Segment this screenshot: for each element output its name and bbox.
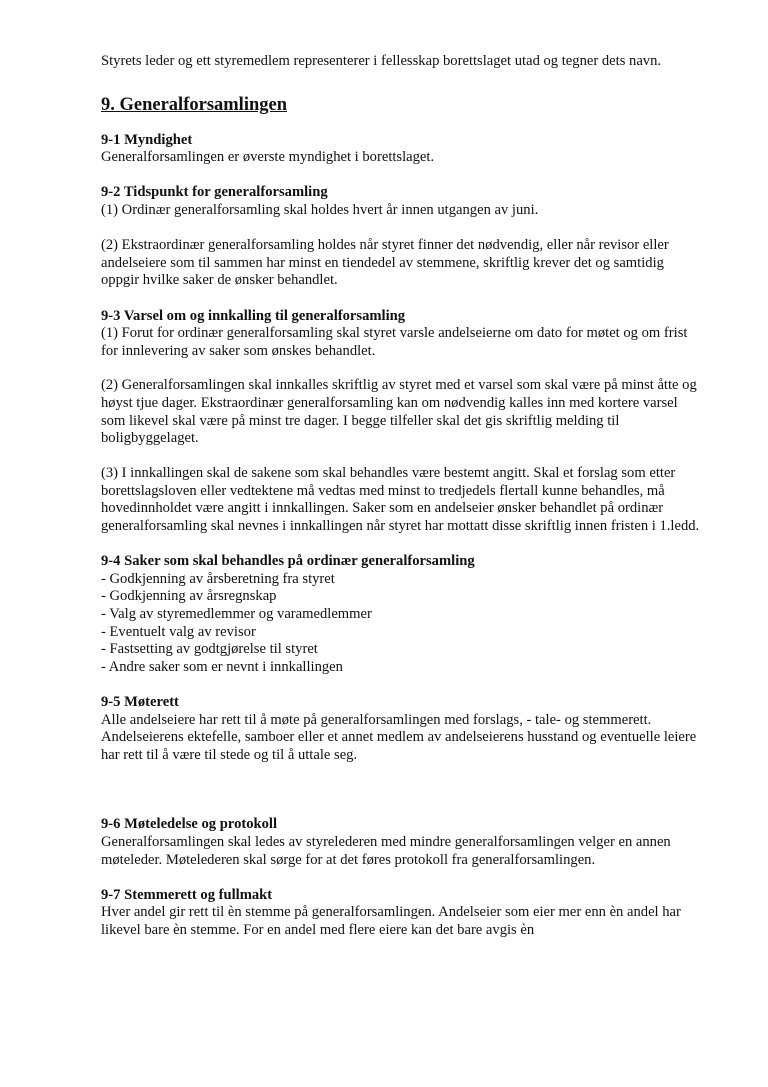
section-paragraph-2: (2) Ekstraordinær generalforsamling holdes når styret finner det nødvendig, eller når revisor eller andelseiere som til sammen har minst en tiendedel av stemmene, skriftlig krever det og samtidig oppgir hvilke saker de ønsker behandlet.: [101, 237, 669, 289]
section-paragraph-2: (2) Generalforsamlingen skal innkalles skriftlig av styret med et varsel som skal være på minst åtte og høyst tjue dager. Ekstraordinær generalforsamling kan om nødvendig kalles inn med kortere varsel som likevel skal være på minst tre dager. I begge tilfeller skal det gis skriftlig melding til boligbyggelaget.: [101, 377, 697, 447]
section-9-2: [101, 184, 701, 290]
section-text: Hver andel gir rett til èn stemme på generalforsamlingen. Andelseier som eier mer enn èn andel har likevel bare èn stemme. For en andel med flere eiere kan det bare avgis èn: [101, 904, 681, 938]
section-9-1: [101, 132, 701, 167]
section-paragraph-1: (1) Ordinær generalforsamling skal holdes hvert år innen utgangen av juni.: [101, 201, 539, 218]
list-item: - Eventuelt valg av revisor: [101, 623, 256, 640]
list-item: - Godkjenning av årsberetning fra styret: [101, 570, 335, 587]
list-item: - Valg av styremedlemmer og varamedlemmer: [101, 606, 372, 623]
section-title: 9-1 Myndighet: [101, 131, 193, 148]
list-item: - Godkjenning av årsregnskap: [101, 588, 277, 605]
section-text: Generalforsamlingen skal ledes av styrelederen med mindre generalforsamlingen velger en annen møteleder. Møtelederen skal sørge for at det føres protokoll fra generalforsamlingen.: [101, 833, 671, 868]
list-item: - Fastsetting av godtgjørelse til styret: [101, 641, 318, 658]
intro-paragraph: Styrets leder og ett styremedlem representerer i fellesskap borettslaget utad og tegner dets navn.: [101, 53, 662, 69]
section-9-3: [101, 308, 701, 536]
section-9-5: [101, 694, 701, 764]
section-paragraph-1: (1) Forut for ordinær generalforsamling skal styret varsle andelseierne om dato for møtet og om frist for innlevering av saker som ønskes behandlet.: [101, 325, 688, 359]
document-page: [101, 53, 701, 940]
section-paragraph-3: (3) I innkallingen skal de sakene som skal behandles være bestemt angitt. Skal et forslag som etter borettslagsloven eller vedtektene må vedtas med minst to tredjedels flertall kunne behandles, må hovedinnholdet være angitt i innkallingen. Saker som en andelseier ønsker behandlet på ordinær generalforsamling skal nevnes i innkallingen når styret har mottatt disse skriftlig innen fristen i 1.ledd.: [101, 465, 700, 535]
section-title: 9-4 Saker som skal behandles på ordinær generalforsamling: [101, 553, 475, 570]
section-title: 9-3 Varsel om og innkalling til generalforsamling: [101, 307, 406, 324]
section-title: 9-6 Møteledelse og protokoll: [101, 816, 278, 833]
chapter-title: 9. Generalforsamlingen: [101, 94, 288, 115]
section-9-6: [101, 816, 701, 869]
section-title: 9-2 Tidspunkt for generalforsamling: [101, 184, 328, 201]
section-9-4: [101, 553, 701, 676]
section-9-7: [101, 887, 701, 940]
agenda-list: [101, 571, 701, 677]
section-text: Alle andelseiere har rett til å møte på generalforsamlingen med forslags, - tale- og stemmerett. Andelseierens ektefelle, samboer eller et annet medlem av andelseierens husstand og eventuelle leiere har rett til å være til stede og til å uttale seg.: [101, 711, 697, 763]
section-text: Generalforsamlingen er øverste myndighet i borettslaget.: [101, 149, 435, 166]
section-title: 9-7 Stemmerett og fullmakt: [101, 886, 273, 903]
list-item: - Andre saker som er nevnt i innkallingen: [101, 658, 343, 675]
section-title: 9-5 Møterett: [101, 694, 179, 710]
